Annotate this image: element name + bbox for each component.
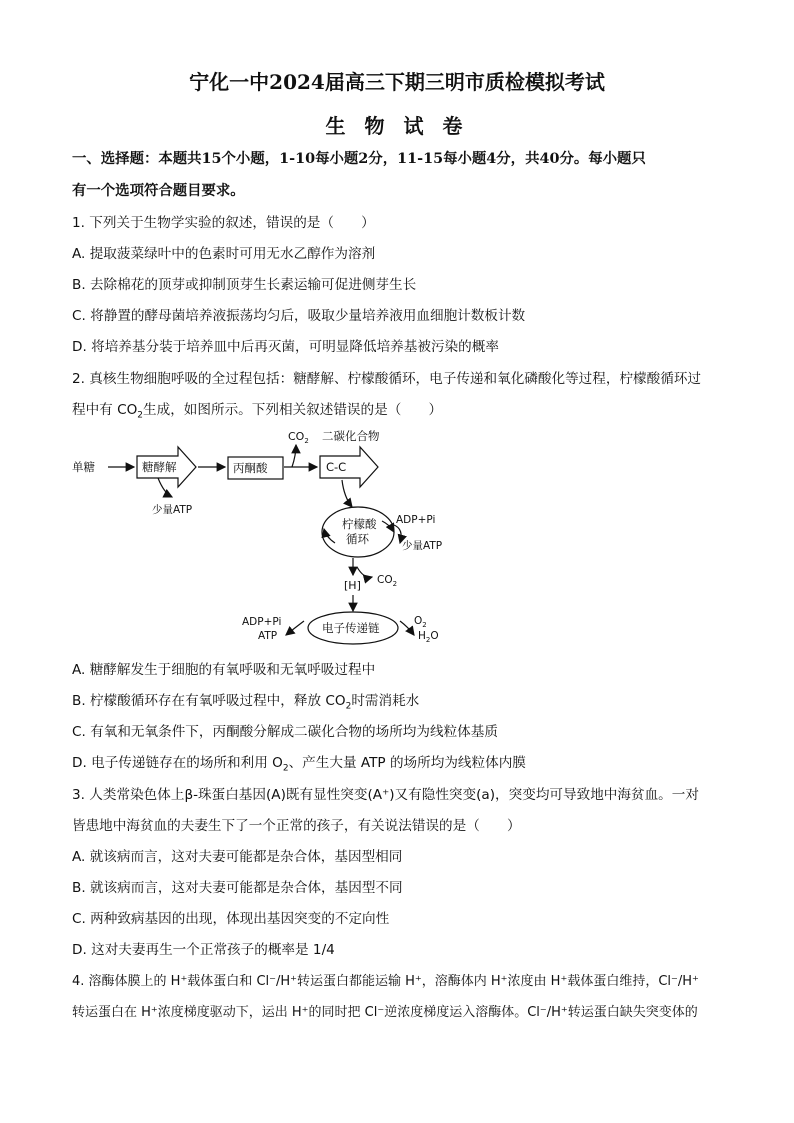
diagram-label-h: [H] [344, 579, 361, 592]
diagram-label-cc: C-C [326, 460, 347, 474]
diagram-label-little-atp-right: 少量ATP [402, 540, 443, 552]
diagram-label-o2: $O_2$ [414, 615, 427, 629]
cycle-atp-curve [394, 525, 401, 543]
diagram-label-h2o: $H_2O$ [418, 630, 439, 644]
page-title: 宁化一中2024届高三下期三明市质检模拟考试 [189, 70, 605, 94]
q4-stem-line2: 转运蛋白在 H⁺浓度梯度驱动下，运出 H⁺的同时把 Cl⁻逆浓度梯度运入溶酶体。Cl⁻/H⁺转运蛋白缺失突变体的 [72, 1005, 698, 1020]
q2-stem-line1: 2. 真核生物细胞呼吸的全过程包括：糖酵解、柠檬酸循环，电子传递和氧化磷酸化等过程，柠檬酸循环过 [72, 371, 702, 387]
q1-option-c: C. 将静置的酵母菌培养液振荡均匀后，吸取少量培养液用血细胞计数板计数 [72, 308, 526, 324]
diagram-label-pyruvate: 丙酮酸 [233, 461, 268, 475]
diagram-label-adp-pi-left: ADP+Pi [242, 616, 282, 628]
q3-option-a: A. 就该病而言，这对夫妻可能都是杂合体，基因型相同 [72, 849, 403, 865]
co2-branch-arrow [292, 445, 296, 467]
q2-option-b: B. 柠檬酸循环存在有氧呼吸过程中，释放 $CO_2$时需消耗水 [72, 693, 420, 712]
q1-stem: 1. 下列关于生物学实验的叙述，错误的是（ ） [72, 215, 375, 231]
q1-option-d: D. 将培养基分装于培养皿中后再灭菌，可明显降低培养基被污染的概率 [72, 339, 499, 355]
q3-option-d: D. 这对夫妻再生一个正常孩子的概率是 1/4 [72, 942, 335, 958]
q2-stem-line2: 程中有 $CO_2$生成，如图所示。下列相关叙述错误的是（ ） [72, 402, 443, 421]
diagram-label-little-atp-left: 少量ATP [152, 504, 193, 516]
q1-option-b: B. 去除棉花的顶芽或抑制顶芽生长素运输可促进侧芽生长 [72, 277, 417, 293]
atp-branch-arrow [158, 478, 172, 497]
arrow-cc-to-cycle [342, 480, 352, 507]
q2-option-c: C. 有氧和无氧条件下，丙酮酸分解成二碳化合物的场所均为线粒体基质 [72, 724, 498, 740]
diagram-label-atp: ATP [258, 630, 278, 642]
diagram-label-citric2: 循环 [346, 532, 369, 546]
respiration-diagram [60, 425, 480, 650]
q3-stem-line2: 皆患地中海贫血的夫妻生下了一个正常的孩子，有关说法错误的是（ ） [72, 818, 521, 834]
diagram-label-monosaccharide: 单糖 [72, 460, 95, 474]
section-heading-line1: 一、选择题：本题共15个小题，1-10每小题2分，11-15每小题4分，共40分。每小题只 [72, 150, 646, 167]
q4-stem-line1: 4. 溶酶体膜上的 H⁺载体蛋白和 Cl⁻/H⁺转运蛋白都能运输 H⁺，溶酶体内 H⁺浓度由 H⁺载体蛋白维持，Cl⁻/H⁺ [72, 974, 699, 989]
co2-release-curve [357, 567, 372, 577]
diagram-label-etc: 电子传递链 [322, 621, 380, 635]
q1-option-a: A. 提取菠菜绿叶中的色素时可用无水乙醇作为溶剂 [72, 246, 376, 262]
q2-option-a: A. 糖酵解发生于细胞的有氧呼吸和无氧呼吸过程中 [72, 662, 376, 678]
section-heading-line2: 有一个选项符合题目要求。 [72, 182, 245, 199]
q3-option-b: B. 就该病而言，这对夫妻可能都是杂合体，基因型不同 [72, 880, 403, 896]
page-subtitle: 生 物 试 卷 [325, 114, 469, 138]
q3-option-c: C. 两种致病基因的出现，体现出基因突变的不定向性 [72, 911, 390, 927]
q3-stem-line1: 3. 人类常染色体上β-珠蛋白基因(A)既有显性突变(A⁺)又有隐性突变(a)，突变均可导致地中海贫血。一对 [72, 787, 699, 803]
diagram-label-co2-top: $CO_2$ [288, 430, 309, 445]
diagram-label-citric1: 柠檬酸 [342, 517, 377, 531]
diagram-label-co2-mid: $CO_2$ [377, 574, 398, 588]
diagram-label-adp-pi-right: ADP+Pi [396, 514, 436, 526]
diagram-label-two-carbon: 二碳化合物 [322, 429, 380, 443]
etc-right-h2o-curve [400, 621, 414, 635]
etc-left-atp-curve [286, 621, 304, 635]
q2-option-d: D. 电子传递链存在的场所和利用 $O_2$、产生大量 ATP 的场所均为线粒体内膜 [72, 755, 526, 774]
diagram-label-glycolysis: 糖酵解 [142, 460, 177, 474]
